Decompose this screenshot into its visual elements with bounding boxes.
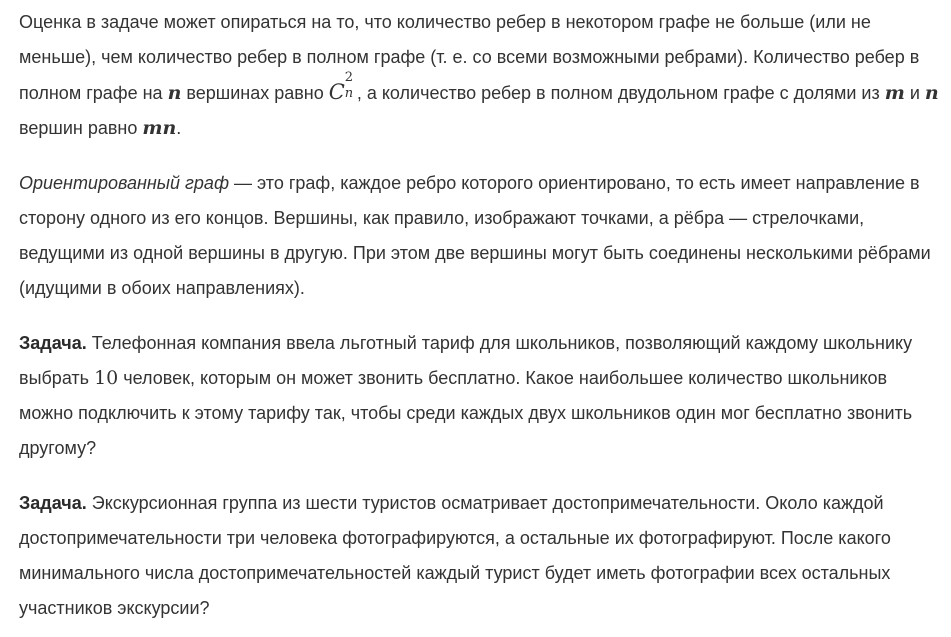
math-variable: n (924, 82, 939, 104)
paragraph-directed-graph (19, 166, 944, 306)
paragraph-text: — это граф, каждое ребро которого ориентировано, то есть имеет направление в сторону одного из его концов. Вершины, как правило, изображают точками, а рёбра — стрелочками, ведущими из одной вершины в другую. При этом две вершины могут быть соединены несколькими рёбрами (идущими в обоих направлениях). (19, 173, 931, 298)
math-variable: m (884, 82, 905, 104)
paragraph-text: и (904, 83, 925, 103)
problem-label: Задача. (19, 493, 87, 513)
paragraph-complete-graph-edges (19, 5, 944, 146)
binomial-base: C (328, 80, 345, 104)
problem-label: Задача. (19, 333, 87, 353)
problem-phone-tariff (19, 326, 944, 466)
problem-excursion-photos (19, 486, 944, 626)
binomial-superscript: 2 (344, 70, 354, 85)
paragraph-text: вершинах равно (181, 83, 329, 103)
problem-text: Экскурсионная группа из шести туристов осматривает достопримечательности. Около каждой достопримечательности три человека фотографируются, а остальные их фотографируют. После какого минимального числа достопримечательностей каждый турист будет иметь фотографии всех остальных участников экскурсии? (19, 493, 891, 618)
paragraph-text: . (176, 118, 182, 138)
math-variable: n (167, 82, 182, 104)
problem-text: Телефонная компания ввела льготный тариф для школьников, позволяющий каждому школьнику выбрать (19, 333, 913, 388)
math-expression: mn (142, 117, 177, 139)
paragraph-text: Оценка в задаче может опираться на то, что количество ребер в некотором графе не больше (или не меньше), чем количество ребер в полном графе (т. е. со всеми возможными ребрами). Количество ребер в полном графе на (19, 12, 920, 103)
term-directed-graph: Ориентированный граф (19, 173, 229, 193)
article-content (19, 5, 944, 626)
math-number: 10 (94, 367, 119, 389)
binomial-subscript: n (344, 86, 354, 101)
problem-text: человек, которым он может звонить бесплатно. Какое наибольшее количество школьников можно подключить к этому тарифу так, чтобы среди каждых двух школьников один мог бесплатно звонить другому? (19, 368, 913, 458)
paragraph-text: вершин равно (19, 118, 143, 138)
binomial-coefficient (328, 70, 357, 110)
paragraph-text: , а количество ребер в полном двудольном графе с долями из (356, 83, 885, 103)
